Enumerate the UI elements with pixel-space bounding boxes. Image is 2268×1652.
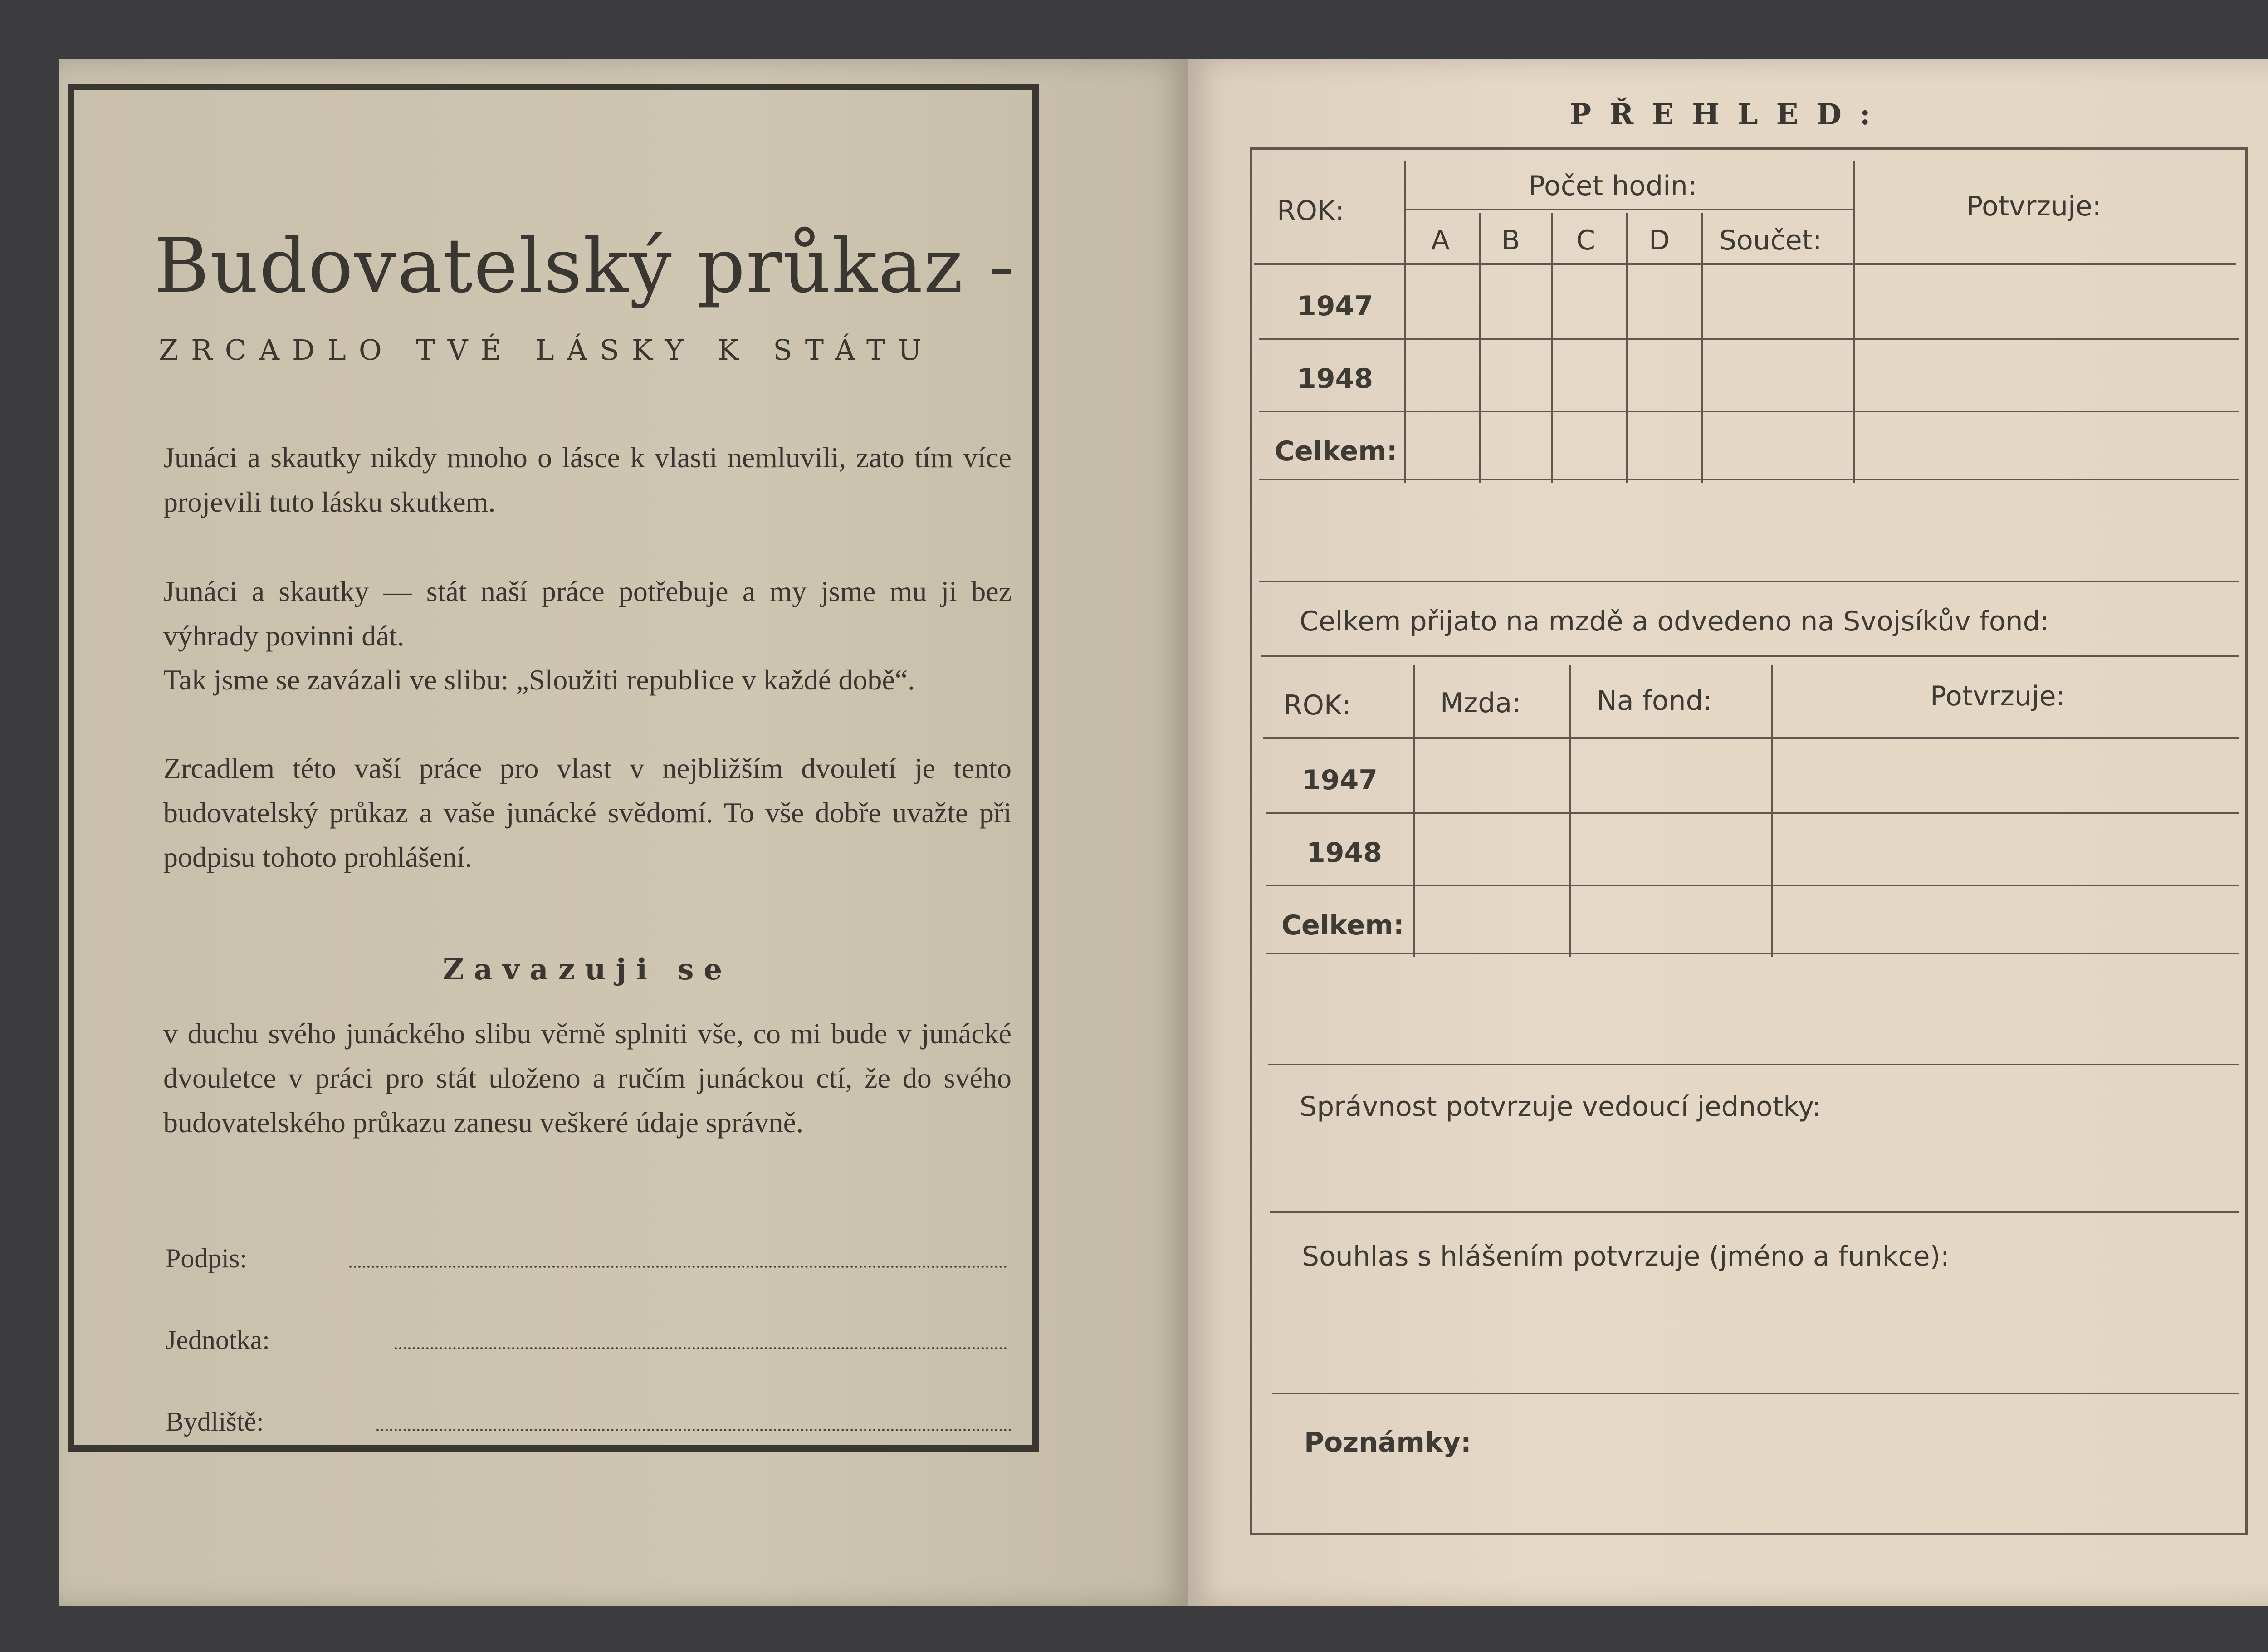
table2-fund-header: Na fond: (1597, 685, 1712, 717)
section-divider (1261, 655, 2239, 657)
table2-divider (1263, 737, 2239, 739)
signature-label: Podpis: (166, 1243, 248, 1273)
table2-row-1948: 1948 (1306, 837, 1382, 869)
table1-divider (1259, 479, 2239, 480)
residence-label: Bydliště: (166, 1407, 264, 1437)
overview-heading: PŘEHLED: (1569, 98, 1889, 132)
table1-divider (1853, 161, 1855, 483)
table2-divider (1266, 885, 2239, 886)
unit-label: Jednotka: (166, 1325, 270, 1355)
table1-divider (1551, 213, 1553, 483)
table1-col-a: A (1431, 225, 1450, 256)
table2-divider (1266, 812, 2239, 814)
table2-confirm-header: Potvrzuje: (1930, 680, 2065, 712)
correctness-label: Správnost potvrzuje vedoucí jednotky: (1300, 1091, 1822, 1123)
table1-divider (1479, 213, 1481, 483)
table1-col-b: B (1501, 225, 1520, 256)
section-divider (1272, 1393, 2239, 1394)
table1-divider (1259, 411, 2239, 412)
table1-hours-header: Počet hodin: (1529, 170, 1697, 202)
table1-divider (1626, 213, 1628, 483)
consent-label: Souhlas s hlášením potvrzuje (jméno a funkce): (1302, 1241, 1950, 1272)
table2-divider (1569, 665, 1571, 957)
section-divider (1270, 1211, 2239, 1213)
paragraph-3: Tak jsme se zavázali ve slibu: „Sloužiti republice v každé době“. (163, 664, 915, 696)
paragraph-2: Junáci a skautky — stát naší práce potřebuje a my jsme mu ji bez výhrady povinni dát. (163, 575, 1012, 652)
signature-field[interactable] (349, 1266, 1007, 1268)
table2-row-total: Celkem: (1281, 909, 1404, 941)
table1-divider (1701, 213, 1703, 483)
table2-year-header: ROK: (1284, 689, 1351, 721)
table1-year-header: ROK: (1277, 195, 1344, 227)
overview-table-frame (1250, 147, 2248, 1535)
section-divider (1259, 581, 2239, 582)
table1-sum-header: Součet: (1719, 225, 1822, 256)
table1-row-1948: 1948 (1297, 363, 1373, 395)
table1-row-total: Celkem: (1275, 435, 1398, 467)
residence-field[interactable] (376, 1429, 1012, 1431)
table1-divider (1404, 209, 1853, 210)
table2-wage-header: Mzda: (1440, 687, 1521, 719)
document-subtitle: ZRCADLO TVÉ LÁSKY K STÁTU (159, 333, 934, 367)
table2-divider (1771, 665, 1773, 957)
pledge-text: v duchu svého junáckého slibu věrně splniti vše, co mi bude v junácké dvouletce v práci pro stát uloženo a ručím junáckou ctí, že do svého budovatelského průkazu zanesu veškeré údaje správně. (163, 1017, 1012, 1139)
table2-divider (1413, 665, 1415, 957)
table1-col-c: C (1576, 225, 1595, 256)
document-title: Budovatelský průkaz - (154, 222, 1015, 309)
table1-confirm-header: Potvrzuje: (1966, 191, 2102, 222)
fund-summary-label: Celkem přijato na mzdě a odvedeno na Svojsíkův fond: (1300, 606, 2049, 637)
table1-row-1947: 1947 (1297, 290, 1373, 322)
table1-col-d: D (1649, 225, 1670, 256)
unit-field[interactable] (395, 1347, 1007, 1349)
table1-divider (1259, 338, 2239, 340)
table2-divider (1266, 953, 2239, 954)
paragraph-4: Zrcadlem této vaší práce pro vlast v nejbližším dvouletí je tento budovatelský průkaz a vaše junácké svědomí. To vše dobře uvažte při podpisu tohoto prohlášení. (163, 752, 1012, 873)
paragraph-1: Junáci a skautky nikdy mnoho o lásce k vlasti nemluvili, zato tím více projevili tuto lásku skutkem. (163, 441, 1012, 518)
section-divider (1268, 1064, 2239, 1065)
table1-divider (1254, 263, 2236, 265)
pledge-heading: Zavazuji se (442, 953, 733, 987)
table2-row-1947: 1947 (1302, 764, 1378, 796)
notes-label: Poznámky: (1304, 1427, 1471, 1458)
